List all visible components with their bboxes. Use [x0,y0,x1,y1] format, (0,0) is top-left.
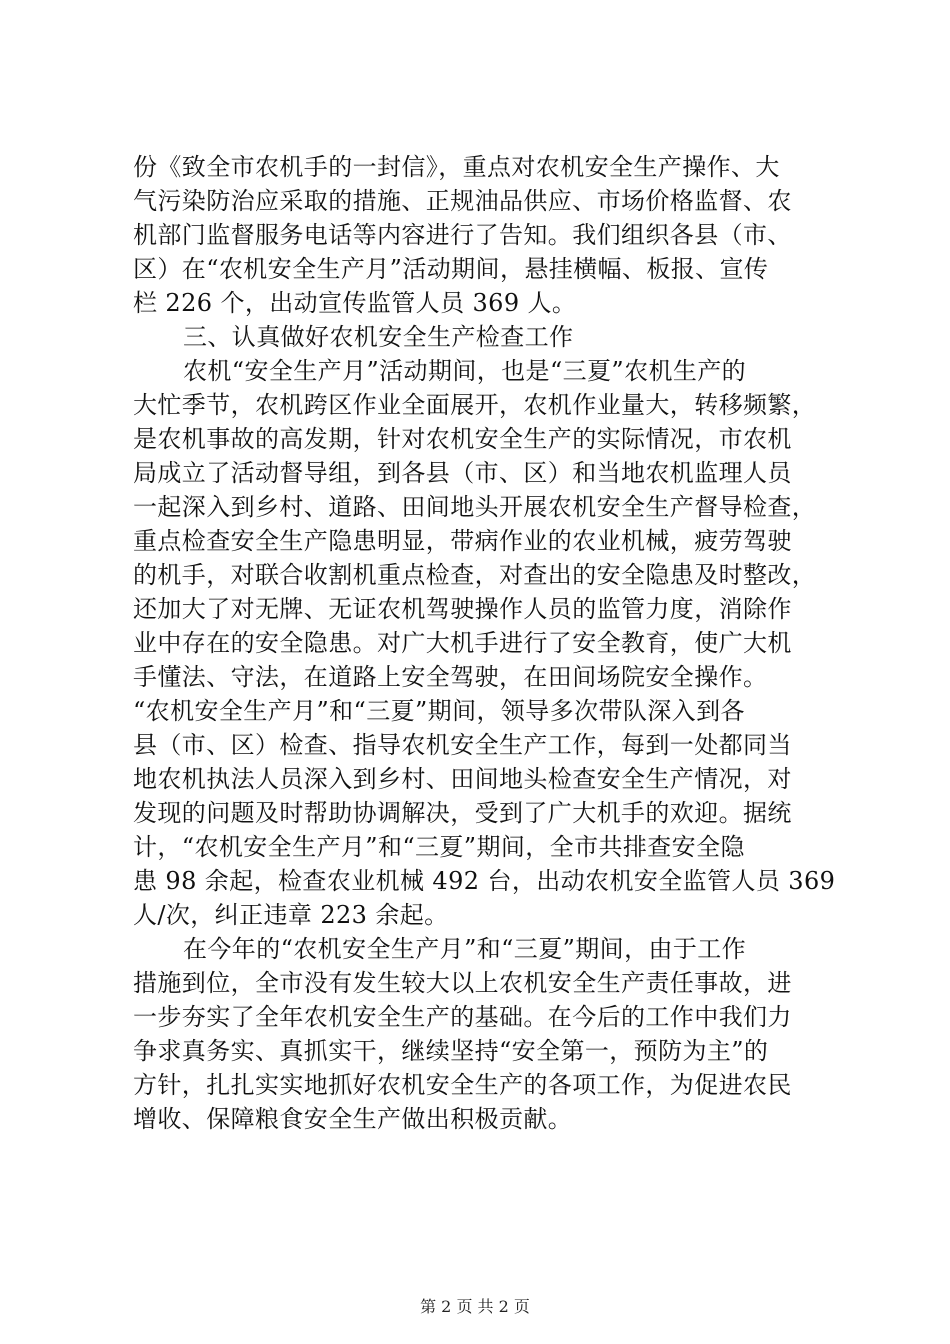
text-line: 争求真务实、真抓实干，继续坚持“安全第一，预防为主”的 [133,1037,769,1065]
text-line: 人/次，纠正违章 223 余起。 [133,901,449,929]
text-line: 农机“安全生产月”活动期间，也是“三夏”农机生产的 [183,357,747,385]
text-line: 的机手，对联合收割机重点检查，对查出的安全隐患及时整改， [133,561,817,589]
text-line: 县（市、区）检查、指导农机安全生产工作，每到一处都同当 [133,731,792,759]
text-line: 计，“农机安全生产月”和“三夏”期间，全市共排查安全隐 [133,833,745,861]
text-line: 方针，扎扎实实地抓好农机安全生产的各项工作，为促进农民 [133,1071,792,1099]
text-line: 份《致全市农机手的一封信》，重点对农机安全生产操作、大 [133,153,780,181]
text-line: 栏 226 个，出动宣传监管人员 369 人。 [133,289,577,317]
text-line: 是农机事故的高发期，针对农机安全生产的实际情况，市农机 [133,425,792,453]
text-line: 业中存在的安全隐患。对广大机手进行了安全教育，使广大机 [133,629,792,657]
text-line: 气污染防治应采取的措施、正规油品供应、市场价格监督、农 [133,187,792,215]
text-line: 区）在“农机安全生产月”活动期间，悬挂横幅、板报、宣传 [133,255,769,283]
text-line: 地农机执法人员深入到乡村、田间地头检查安全生产情况，对 [133,765,792,793]
text-line: 局成立了活动督导组，到各县（市、区）和当地农机监理人员 [133,459,792,487]
text-line: 发现的问题及时帮助协调解决，受到了广大机手的欢迎。据统 [133,799,792,827]
text-line: 手懂法、守法，在道路上安全驾驶，在田间场院安全操作。 [133,663,768,691]
text-line: 一步夯实了全年农机安全生产的基础。在今后的工作中我们力 [133,1003,792,1031]
text-line: “农机安全生产月”和“三夏”期间，领导多次带队深入到各 [133,697,745,725]
section-heading: 三、认真做好农机安全生产检查工作 [183,323,574,351]
text-line: 重点检查安全生产隐患明显，带病作业的农业机械，疲劳驾驶 [133,527,792,555]
document-body [133,150,836,1136]
text-line: 增收、保障粮食安全生产做出积极贡献。 [133,1105,573,1133]
text-line: 机部门监督服务电话等内容进行了告知。我们组织各县（市、 [133,221,792,249]
text-line: 措施到位，全市没有发生较大以上农机安全生产责任事故，进 [133,969,792,997]
text-line: 还加大了对无牌、无证农机驾驶操作人员的监管力度，消除作 [133,595,792,623]
text-line: 一起深入到乡村、道路、田间地头开展农机安全生产督导检查， [133,493,817,521]
text-line: 在今年的“农机安全生产月”和“三夏”期间，由于工作 [183,935,747,963]
text-line: 大忙季节，农机跨区作业全面展开，农机作业量大，转移频繁， [133,391,817,419]
page-number-footer: 第 2 页 共 2 页 [420,1297,530,1316]
text-line: 患 98 余起，检查农业机械 492 台，出动农机安全监管人员 369 [133,867,836,895]
